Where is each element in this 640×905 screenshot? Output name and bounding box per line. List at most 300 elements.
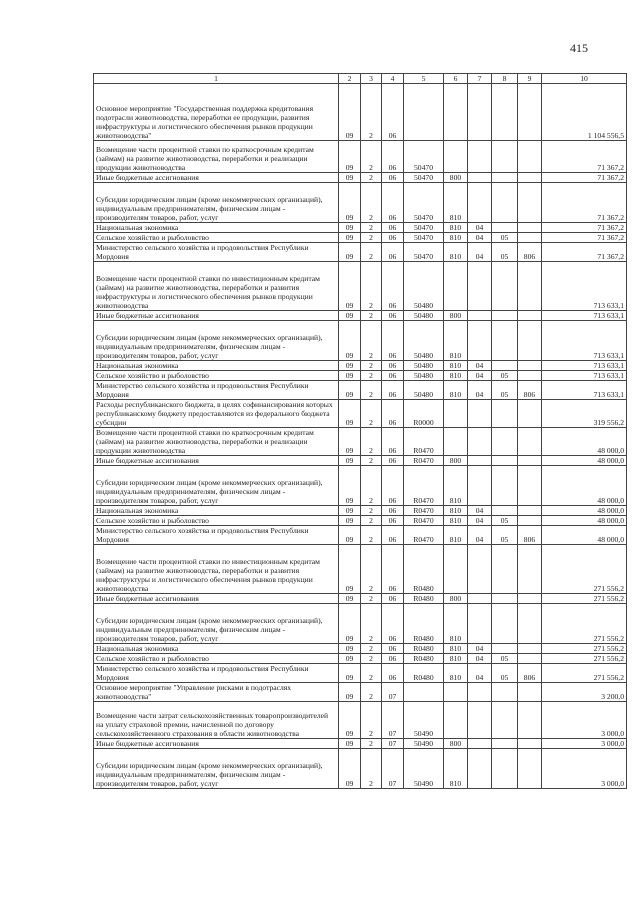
row-code-c4: 06	[382, 361, 404, 371]
table-row	[94, 141, 627, 173]
row-code-c7	[468, 545, 492, 594]
table-row	[94, 526, 627, 545]
row-code-c9	[518, 428, 542, 456]
row-code-c4: 07	[382, 683, 404, 702]
row-code-c7	[468, 749, 492, 789]
row-code-c8: 05	[492, 243, 518, 262]
row-description: Субсидии юридическим лицам (кроме некоммерческих организаций), индивидуальным предпринимателям, физическим лицам - производителям товаров, работ, услуг	[94, 604, 339, 644]
row-code-c6	[444, 428, 468, 456]
row-code-c3: 2	[361, 604, 382, 644]
row-code-c2: 09	[339, 683, 361, 702]
row-amount: 713 633,1	[542, 311, 627, 321]
table-row	[94, 456, 627, 466]
row-description: Сельское хозяйство и рыболовство	[94, 516, 339, 526]
row-code-c5	[404, 84, 444, 141]
row-code-c8	[492, 466, 518, 506]
row-code-c8	[492, 604, 518, 644]
row-code-c3: 2	[361, 506, 382, 516]
row-code-c9	[518, 141, 542, 173]
row-code-c2: 09	[339, 545, 361, 594]
row-description: Иные бюджетные ассигнования	[94, 739, 339, 749]
row-code-c3: 2	[361, 594, 382, 604]
row-code-c6: 810	[444, 664, 468, 683]
row-description: Национальная экономика	[94, 223, 339, 233]
row-code-c4: 06	[382, 311, 404, 321]
row-code-c9	[518, 233, 542, 243]
header-cell-3: 3	[361, 74, 382, 84]
row-code-c9	[518, 594, 542, 604]
row-code-c2: 09	[339, 604, 361, 644]
row-code-c8: 05	[492, 654, 518, 664]
row-code-c5: 50480	[404, 311, 444, 321]
row-code-c6: 810	[444, 243, 468, 262]
row-code-c8	[492, 456, 518, 466]
table-row	[94, 371, 627, 381]
row-code-c2: 09	[339, 223, 361, 233]
row-code-c2: 09	[339, 664, 361, 683]
row-code-c3: 2	[361, 683, 382, 702]
row-code-c9	[518, 311, 542, 321]
row-code-c7	[468, 456, 492, 466]
row-code-c9	[518, 361, 542, 371]
row-code-c8: 05	[492, 526, 518, 545]
row-code-c3: 2	[361, 644, 382, 654]
row-code-c3: 2	[361, 400, 382, 428]
row-code-c2: 09	[339, 141, 361, 173]
table-row	[94, 311, 627, 321]
row-code-c2: 09	[339, 311, 361, 321]
table-row	[94, 361, 627, 371]
row-code-c7	[468, 84, 492, 141]
table-row	[94, 683, 627, 702]
row-code-c9: 806	[518, 526, 542, 545]
row-code-c9	[518, 183, 542, 223]
row-code-c8	[492, 506, 518, 516]
row-code-c7	[468, 428, 492, 456]
row-code-c5: R0480	[404, 594, 444, 604]
row-code-c3: 2	[361, 466, 382, 506]
row-code-c5: R0470	[404, 526, 444, 545]
row-code-c8	[492, 749, 518, 789]
row-code-c4: 06	[382, 400, 404, 428]
row-code-c3: 2	[361, 381, 382, 400]
table-row	[94, 644, 627, 654]
row-code-c8	[492, 141, 518, 173]
row-code-c8: 05	[492, 516, 518, 526]
row-code-c7: 04	[468, 233, 492, 243]
row-code-c2: 09	[339, 526, 361, 545]
row-code-c7: 04	[468, 664, 492, 683]
row-code-c6: 810	[444, 506, 468, 516]
row-code-c5: 50480	[404, 361, 444, 371]
row-amount: 48 000,0	[542, 428, 627, 456]
row-code-c6: 810	[444, 371, 468, 381]
row-code-c7: 04	[468, 644, 492, 654]
row-code-c3: 2	[361, 526, 382, 545]
row-code-c8	[492, 428, 518, 456]
row-code-c4: 06	[382, 233, 404, 243]
row-description: Иные бюджетные ассигнования	[94, 173, 339, 183]
row-code-c5: 50480	[404, 321, 444, 361]
table-row	[94, 183, 627, 223]
row-code-c5: 50480	[404, 262, 444, 311]
row-code-c4: 06	[382, 516, 404, 526]
row-code-c2: 09	[339, 371, 361, 381]
row-code-c9	[518, 371, 542, 381]
row-code-c6	[444, 545, 468, 594]
row-code-c9	[518, 545, 542, 594]
row-code-c4: 06	[382, 223, 404, 233]
row-code-c9: 806	[518, 381, 542, 400]
row-code-c2: 09	[339, 243, 361, 262]
row-code-c4: 06	[382, 545, 404, 594]
header-cell-1: 1	[94, 74, 339, 84]
row-description: Министерство сельского хозяйства и продовольствия Республики Мордовия	[94, 664, 339, 683]
header-cell-2: 2	[339, 74, 361, 84]
row-code-c5: 50480	[404, 381, 444, 400]
table-row	[94, 233, 627, 243]
table-header-row	[94, 74, 627, 84]
row-code-c5: 50470	[404, 243, 444, 262]
row-code-c7	[468, 173, 492, 183]
table-row	[94, 428, 627, 456]
row-code-c3: 2	[361, 233, 382, 243]
row-amount: 71 367,2	[542, 183, 627, 223]
row-code-c2: 09	[339, 739, 361, 749]
row-description: Иные бюджетные ассигнования	[94, 594, 339, 604]
row-code-c4: 07	[382, 749, 404, 789]
row-code-c4: 06	[382, 456, 404, 466]
table-row	[94, 654, 627, 664]
row-description: Возмещение части процентной ставки по инвестиционным кредитам (займам) на развитие животноводства, переработки и развития инфраструктуры и логистического обеспечения рынков продукции животноводства	[94, 262, 339, 311]
row-code-c6	[444, 262, 468, 311]
row-amount: 71 367,2	[542, 223, 627, 233]
table-row	[94, 545, 627, 594]
row-code-c3: 2	[361, 749, 382, 789]
row-code-c2: 09	[339, 381, 361, 400]
row-code-c5: R0470	[404, 456, 444, 466]
row-code-c4: 06	[382, 173, 404, 183]
row-code-c2: 09	[339, 321, 361, 361]
row-code-c9	[518, 516, 542, 526]
row-amount: 271 556,2	[542, 594, 627, 604]
row-code-c4: 06	[382, 84, 404, 141]
table-row	[94, 84, 627, 141]
row-description: Сельское хозяйство и рыболовство	[94, 233, 339, 243]
row-code-c8	[492, 321, 518, 361]
row-amount: 319 556,2	[542, 400, 627, 428]
row-code-c8: 05	[492, 371, 518, 381]
row-code-c7	[468, 400, 492, 428]
row-code-c5: 50490	[404, 739, 444, 749]
row-code-c5: R0000	[404, 400, 444, 428]
row-description: Возмещение части процентной ставки по краткосрочным кредитам (займам) на развитие животноводства, переработки и реализации продукции животноводства	[94, 428, 339, 456]
table-row	[94, 506, 627, 516]
row-code-c5: 50470	[404, 183, 444, 223]
row-amount: 71 367,2	[542, 243, 627, 262]
row-code-c2: 09	[339, 361, 361, 371]
row-code-c7	[468, 262, 492, 311]
table-row	[94, 594, 627, 604]
row-code-c4: 06	[382, 604, 404, 644]
row-description: Возмещение части процентной ставки по инвестиционным кредитам (займам) на развитие животноводства, переработки и развития инфраструктуры и логистического обеспечения рынков продукции животноводства	[94, 545, 339, 594]
row-code-c9	[518, 466, 542, 506]
row-description: Министерство сельского хозяйства и продовольствия Республики Мордовия	[94, 526, 339, 545]
row-code-c4: 06	[382, 141, 404, 173]
row-code-c9	[518, 173, 542, 183]
row-code-c5: 50470	[404, 173, 444, 183]
table-row	[94, 243, 627, 262]
row-description: Сельское хозяйство и рыболовство	[94, 371, 339, 381]
row-code-c4: 06	[382, 506, 404, 516]
row-description: Иные бюджетные ассигнования	[94, 456, 339, 466]
row-code-c9	[518, 506, 542, 516]
row-description: Основное мероприятие "Управление рисками в подотраслях животноводства"	[94, 683, 339, 702]
row-code-c2: 09	[339, 183, 361, 223]
row-code-c2: 09	[339, 400, 361, 428]
row-code-c9	[518, 321, 542, 361]
row-code-c4: 06	[382, 321, 404, 361]
row-amount: 3 200,0	[542, 683, 627, 702]
row-code-c9: 806	[518, 243, 542, 262]
row-code-c7: 04	[468, 526, 492, 545]
row-code-c6	[444, 400, 468, 428]
row-code-c9	[518, 223, 542, 233]
row-description: Иные бюджетные ассигнования	[94, 311, 339, 321]
row-code-c7: 04	[468, 361, 492, 371]
row-code-c9	[518, 400, 542, 428]
row-code-c8	[492, 545, 518, 594]
row-code-c8	[492, 311, 518, 321]
row-description: Возмещение части процентной ставки по краткосрочным кредитам (займам) на развитие животноводства, переработки и реализации продукции животноводства	[94, 141, 339, 173]
row-code-c5: R0470	[404, 466, 444, 506]
row-code-c7	[468, 739, 492, 749]
row-code-c4: 06	[382, 371, 404, 381]
row-description: Основное мероприятие "Государственная поддержка кредитования подотрасли животноводства, переработки ее продукции, развития инфраструктуры и логистического обеспечения рынков продукции животноводства"	[94, 84, 339, 141]
row-code-c2: 09	[339, 262, 361, 311]
table-row	[94, 749, 627, 789]
row-code-c7	[468, 321, 492, 361]
row-code-c2: 09	[339, 84, 361, 141]
row-code-c5: R0480	[404, 664, 444, 683]
row-code-c8	[492, 683, 518, 702]
row-code-c5: R0480	[404, 654, 444, 664]
row-code-c3: 2	[361, 141, 382, 173]
row-code-c4: 06	[382, 243, 404, 262]
row-code-c9	[518, 702, 542, 739]
row-code-c8	[492, 739, 518, 749]
row-amount: 48 000,0	[542, 466, 627, 506]
row-code-c3: 2	[361, 664, 382, 683]
row-code-c3: 2	[361, 243, 382, 262]
row-code-c5: 50470	[404, 223, 444, 233]
row-code-c2: 09	[339, 654, 361, 664]
row-code-c6: 810	[444, 233, 468, 243]
row-code-c8	[492, 173, 518, 183]
row-code-c7: 04	[468, 516, 492, 526]
row-code-c6	[444, 683, 468, 702]
row-code-c4: 07	[382, 739, 404, 749]
row-code-c7	[468, 683, 492, 702]
row-code-c4: 06	[382, 644, 404, 654]
row-code-c6: 800	[444, 739, 468, 749]
row-code-c4: 06	[382, 664, 404, 683]
row-code-c8	[492, 223, 518, 233]
row-code-c5: R0470	[404, 428, 444, 456]
row-code-c7	[468, 702, 492, 739]
row-code-c6: 810	[444, 321, 468, 361]
row-amount: 271 556,2	[542, 545, 627, 594]
row-code-c7: 04	[468, 506, 492, 516]
row-code-c2: 09	[339, 594, 361, 604]
header-cell-8: 8	[492, 74, 518, 84]
row-amount: 48 000,0	[542, 526, 627, 545]
row-code-c9	[518, 683, 542, 702]
row-code-c7: 04	[468, 381, 492, 400]
row-code-c9	[518, 749, 542, 789]
table-row	[94, 516, 627, 526]
row-code-c6	[444, 702, 468, 739]
budget-table	[93, 73, 627, 789]
row-amount: 3 000,0	[542, 739, 627, 749]
row-code-c3: 2	[361, 183, 382, 223]
row-code-c2: 09	[339, 644, 361, 654]
row-code-c9	[518, 739, 542, 749]
row-code-c6: 810	[444, 466, 468, 506]
row-code-c2: 09	[339, 173, 361, 183]
row-code-c8	[492, 594, 518, 604]
row-code-c6	[444, 141, 468, 173]
row-description: Сельское хозяйство и рыболовство	[94, 654, 339, 664]
row-code-c5: R0470	[404, 516, 444, 526]
row-code-c6	[444, 84, 468, 141]
row-code-c8	[492, 361, 518, 371]
row-amount: 271 556,2	[542, 644, 627, 654]
row-code-c6: 800	[444, 311, 468, 321]
row-code-c3: 2	[361, 516, 382, 526]
row-amount: 713 633,1	[542, 381, 627, 400]
row-code-c8	[492, 183, 518, 223]
row-code-c3: 2	[361, 428, 382, 456]
row-code-c7: 04	[468, 243, 492, 262]
row-code-c4: 06	[382, 183, 404, 223]
row-code-c3: 2	[361, 371, 382, 381]
header-cell-5: 5	[404, 74, 444, 84]
table-row	[94, 223, 627, 233]
row-code-c9	[518, 644, 542, 654]
row-code-c3: 2	[361, 456, 382, 466]
row-code-c4: 06	[382, 428, 404, 456]
row-amount: 48 000,0	[542, 506, 627, 516]
row-code-c6: 810	[444, 361, 468, 371]
row-code-c7	[468, 183, 492, 223]
row-code-c4: 06	[382, 466, 404, 506]
row-code-c7	[468, 466, 492, 506]
table-row	[94, 702, 627, 739]
row-description: Министерство сельского хозяйства и продовольствия Республики Мордовия	[94, 381, 339, 400]
row-code-c2: 09	[339, 233, 361, 243]
table-row	[94, 604, 627, 644]
row-code-c8	[492, 702, 518, 739]
row-code-c6: 810	[444, 749, 468, 789]
row-amount: 71 367,2	[542, 173, 627, 183]
row-amount: 271 556,2	[542, 604, 627, 644]
row-code-c4: 06	[382, 654, 404, 664]
table-row	[94, 381, 627, 400]
table-row	[94, 400, 627, 428]
row-description: Национальная экономика	[94, 506, 339, 516]
row-code-c3: 2	[361, 262, 382, 311]
row-code-c5: R0480	[404, 604, 444, 644]
row-code-c4: 07	[382, 702, 404, 739]
row-code-c6: 810	[444, 516, 468, 526]
row-amount: 48 000,0	[542, 516, 627, 526]
row-amount: 71 367,2	[542, 141, 627, 173]
row-description: Возмещение части затрат сельскохозяйственных товаропроизводителей на уплату страховой премии, начисленной по договору сельскохозяйственного страхования в области животноводства	[94, 702, 339, 739]
row-code-c3: 2	[361, 654, 382, 664]
row-code-c3: 2	[361, 545, 382, 594]
row-code-c6: 800	[444, 594, 468, 604]
row-code-c6: 810	[444, 654, 468, 664]
row-code-c5: R0470	[404, 506, 444, 516]
row-code-c6: 810	[444, 644, 468, 654]
row-code-c9: 806	[518, 664, 542, 683]
header-cell-9: 9	[518, 74, 542, 84]
row-code-c2: 09	[339, 456, 361, 466]
row-code-c7	[468, 594, 492, 604]
row-code-c3: 2	[361, 702, 382, 739]
row-description: Субсидии юридическим лицам (кроме некоммерческих организаций), индивидуальным предпринимателям, физическим лицам - производителям товаров, работ, услуг	[94, 321, 339, 361]
header-cell-7: 7	[468, 74, 492, 84]
row-code-c5: R0480	[404, 545, 444, 594]
row-code-c8	[492, 84, 518, 141]
row-description: Субсидии юридическим лицам (кроме некоммерческих организаций), индивидуальным предпринимателям, физическим лицам - производителям товаров, работ, услуг	[94, 466, 339, 506]
row-code-c4: 06	[382, 262, 404, 311]
row-code-c6: 800	[444, 173, 468, 183]
row-code-c3: 2	[361, 739, 382, 749]
row-code-c3: 2	[361, 311, 382, 321]
row-description: Субсидии юридическим лицам (кроме некоммерческих организаций), индивидуальным предпринимателям, физическим лицам - производителям товаров, работ, услуг	[94, 749, 339, 789]
row-code-c9	[518, 84, 542, 141]
row-code-c6: 810	[444, 381, 468, 400]
row-code-c7	[468, 141, 492, 173]
row-code-c6: 810	[444, 223, 468, 233]
row-code-c3: 2	[361, 84, 382, 141]
row-amount: 713 633,1	[542, 262, 627, 311]
row-code-c5: 50490	[404, 702, 444, 739]
page-number: 415	[570, 41, 588, 55]
row-code-c7: 04	[468, 371, 492, 381]
row-code-c6: 800	[444, 456, 468, 466]
row-amount: 271 556,2	[542, 664, 627, 683]
row-code-c9	[518, 604, 542, 644]
row-code-c5: 50470	[404, 233, 444, 243]
table-row	[94, 466, 627, 506]
row-code-c2: 09	[339, 516, 361, 526]
row-description: Национальная экономика	[94, 361, 339, 371]
row-code-c5: 50470	[404, 141, 444, 173]
row-code-c2: 09	[339, 466, 361, 506]
row-code-c7: 04	[468, 223, 492, 233]
row-code-c5: 50480	[404, 371, 444, 381]
row-code-c5: 50490	[404, 749, 444, 789]
table-row	[94, 321, 627, 361]
row-code-c3: 2	[361, 321, 382, 361]
row-code-c2: 09	[339, 749, 361, 789]
row-code-c8: 05	[492, 233, 518, 243]
row-code-c6: 810	[444, 526, 468, 545]
row-code-c9	[518, 654, 542, 664]
